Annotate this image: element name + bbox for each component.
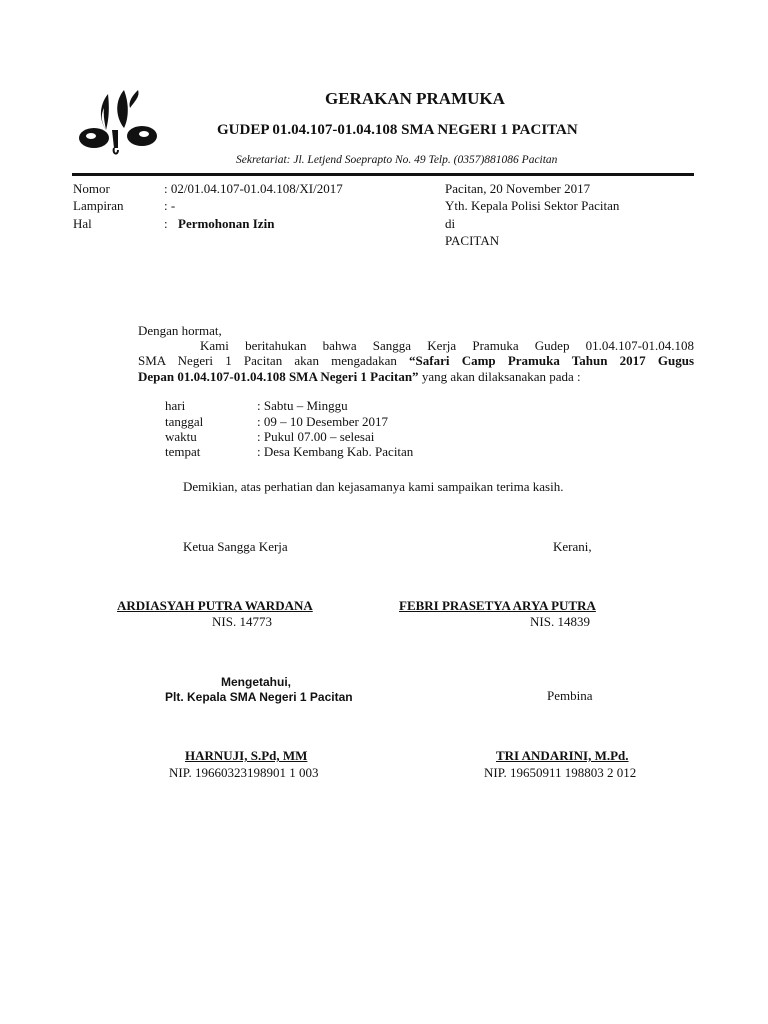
pembina-name: TRI ANDARINI, M.Pd.: [496, 748, 629, 763]
pembina-label: Pembina: [547, 688, 593, 703]
detail-tanggal-label: tanggal: [165, 414, 204, 429]
right-signer-nis: NIS. 14839: [530, 614, 590, 629]
left-signer-name: ARDIASYAH PUTRA WARDANA: [117, 598, 313, 613]
nomor-value: : 02/01.04.107-01.04.108/XI/2017: [164, 181, 343, 196]
body-line-2: [138, 353, 694, 369]
nomor-label: Nomor: [73, 181, 110, 196]
known-title: Plt. Kepala SMA Negeri 1 Pacitan: [165, 690, 353, 704]
recipient-city: PACITAN: [445, 233, 500, 248]
org-title: GERAKAN PRAMUKA: [325, 89, 505, 108]
detail-tanggal-value: : 09 – 10 Desember 2017: [257, 414, 389, 429]
hal-colon: :: [164, 216, 168, 231]
unit-title: GUDEP 01.04.107-01.04.108 SMA NEGERI 1 PACITAN: [217, 122, 578, 138]
hal-label: Hal: [73, 216, 92, 231]
body-line-1-text: Kami beritahukan bahwa Sangga Kerja Pramuka Gudep 01.04.107-01.04.108: [200, 338, 694, 353]
principal-name: HARNUJI, S.Pd, MM: [185, 748, 308, 763]
header-divider: [72, 173, 694, 176]
letter-date: Pacitan, 20 November 2017: [445, 181, 591, 196]
pramuka-tunas-kelapa-logo-icon: [78, 84, 158, 164]
closing-sentence: Demikian, atas perhatian dan kejasamanya kami sampaikan terima kasih.: [183, 479, 564, 494]
hal-value: Permohonan Izin: [178, 216, 275, 231]
left-signer-nis: NIS. 14773: [212, 614, 272, 629]
right-signer-title: Kerani,: [553, 539, 592, 554]
event-name-part-1: “Safari Camp Pramuka Tahun 2017 Gugus: [409, 353, 695, 368]
lampiran-value: : -: [164, 198, 176, 213]
detail-waktu-value: : Pukul 07.00 – selesai: [257, 429, 375, 444]
right-signer-name: FEBRI PRASETYA ARYA PUTRA: [399, 598, 596, 613]
principal-nip: NIP. 19660323198901 1 003: [169, 765, 319, 780]
known-label: Mengetahui,: [221, 675, 292, 689]
recipient-di: di: [445, 216, 456, 231]
secretariat-address: Sekretariat: Jl. Letjend Soeprapto No. 49 Telp. (0357)881086 Pacitan: [236, 154, 558, 166]
detail-waktu-label: waktu: [165, 429, 197, 444]
detail-hari-label: hari: [165, 398, 186, 413]
detail-tempat-label: tempat: [165, 444, 201, 459]
left-signer-title: Ketua Sangga Kerja: [183, 539, 288, 554]
pramuka-logo: [78, 84, 158, 164]
detail-hari-value: : Sabtu – Minggu: [257, 398, 348, 413]
detail-tempat-value: : Desa Kembang Kab. Pacitan: [257, 444, 414, 459]
body-line-2-text: SMA Negeri 1 Pacitan akan mengadakan: [138, 353, 410, 368]
body-line-3: [138, 369, 581, 385]
lampiran-label: Lampiran: [73, 198, 124, 213]
body-line-3-text: yang akan dilaksanakan pada :: [418, 369, 581, 384]
pembina-nip: NIP. 19650911 198803 2 012: [484, 765, 637, 780]
body-line-1: [200, 338, 694, 354]
recipient-to: Yth. Kepala Polisi Sektor Pacitan: [445, 198, 620, 213]
greeting: Dengan hormat,: [138, 323, 222, 338]
event-name-part-2: Depan 01.04.107-01.04.108 SMA Negeri 1 Pacitan”: [138, 369, 419, 384]
